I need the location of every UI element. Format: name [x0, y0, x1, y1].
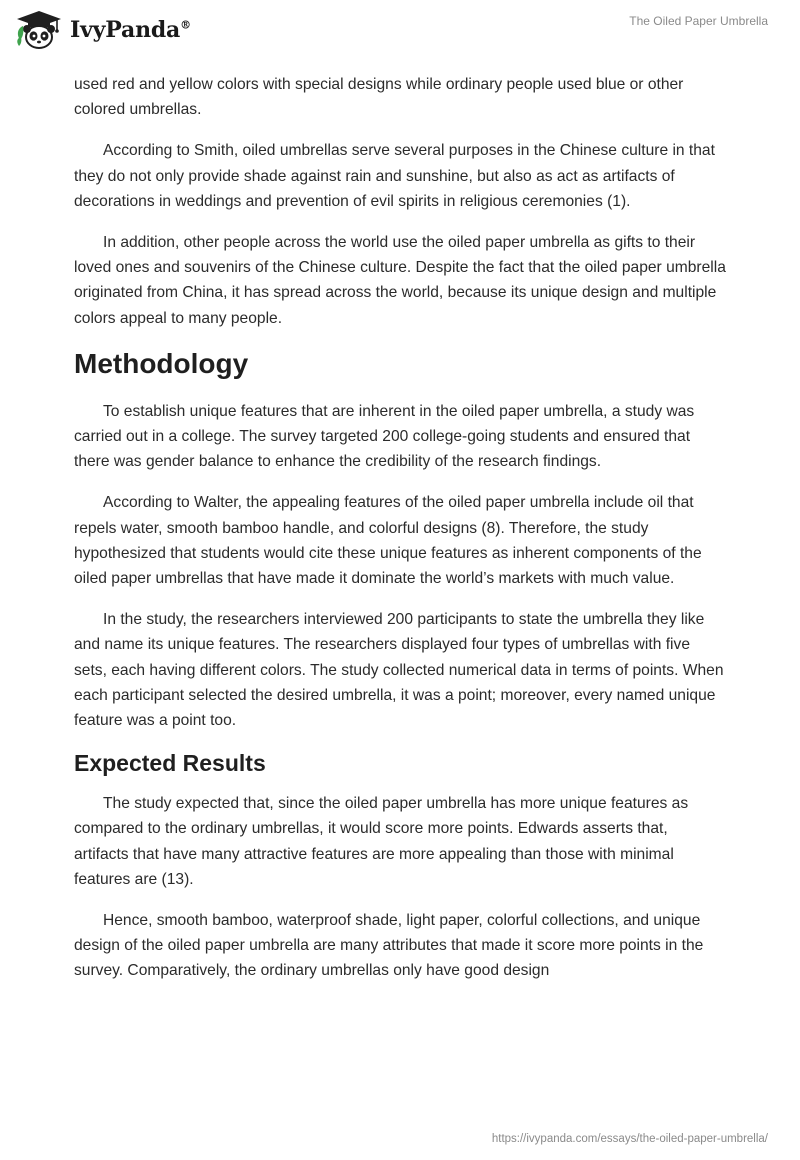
paragraph-expected: The study expected that, since the oiled paper umbrella has more unique features as compared to the ordinary umbrellas, it would score more points. Edwards asserts that, artifacts that have many attractive features are more appealing than those with minimal features are (13). — [74, 795, 689, 888]
logo-text — [70, 17, 191, 43]
document-title: The Oiled Paper Umbrella — [629, 14, 768, 28]
paragraph-hence: Hence, smooth bamboo, waterproof shade, light paper, colorful collections, and unique design of the oiled paper umbrella are many attributes that made it score more points in the survey. Comparatively, the ordinary umbrellas only have good design — [74, 912, 704, 980]
paragraph-establish: To establish unique features that are inherent in the oiled paper umbrella, a study was carried out in a college. The survey targeted 200 college-going students and ensured that there was gender balance to enhance the credibility of the research findings. — [74, 402, 695, 471]
heading-methodology: Methodology — [74, 347, 249, 379]
paragraph-smith: According to Smith, oiled umbrellas serve several purposes in the Chinese culture in that they do not only provide shade against rain and sunshine, but also as act as artifacts of decorations in weddings and prevention of evil spirits in religious ceremonies (1). — [74, 142, 715, 210]
page-header — [0, 0, 800, 70]
panda-graduate-icon — [14, 10, 64, 50]
footer-url[interactable]: https://ivypanda.com/essays/the-oiled-paper-umbrella/ — [491, 1133, 768, 1145]
heading-expected-results: Expected Results — [74, 750, 266, 777]
ivypanda-logo[interactable] — [14, 10, 191, 50]
logo-wordmark: IvyPanda — [70, 17, 181, 43]
paragraph-intro-continued: used red and yellow colors with special designs while ordinary people used blue or other colored umbrellas. — [74, 76, 684, 119]
paragraph-walter: According to Walter, the appealing features of the oiled paper umbrella include oil that repels water, smooth bamboo handle, and colorful designs (8). Therefore, the study hypothesized that students would cite these unique features as inherent components of the oiled paper umbrellas that have made it dominate the world’s markets with much value. — [74, 494, 702, 588]
paragraph-study: In the study, the researchers interviewed 200 participants to state the umbrella they like and name its unique features. The researchers displayed four types of umbrellas with five sets, each having different colors. The study collected numerical data in terms of points. When each participant selected the desired umbrella, it was a point; moreover, every named unique feature was a point too. — [74, 611, 724, 730]
registered-mark: ® — [180, 18, 191, 32]
essay-content — [74, 72, 726, 1000]
paragraph-addition: In addition, other people across the world use the oiled paper umbrella as gifts to their loved ones and souvenirs of the Chinese culture. Despite the fact that the oiled paper umbrella originated from China, it has spread across the world, because its unique design and multiple colors appeal to many people. — [74, 234, 726, 327]
